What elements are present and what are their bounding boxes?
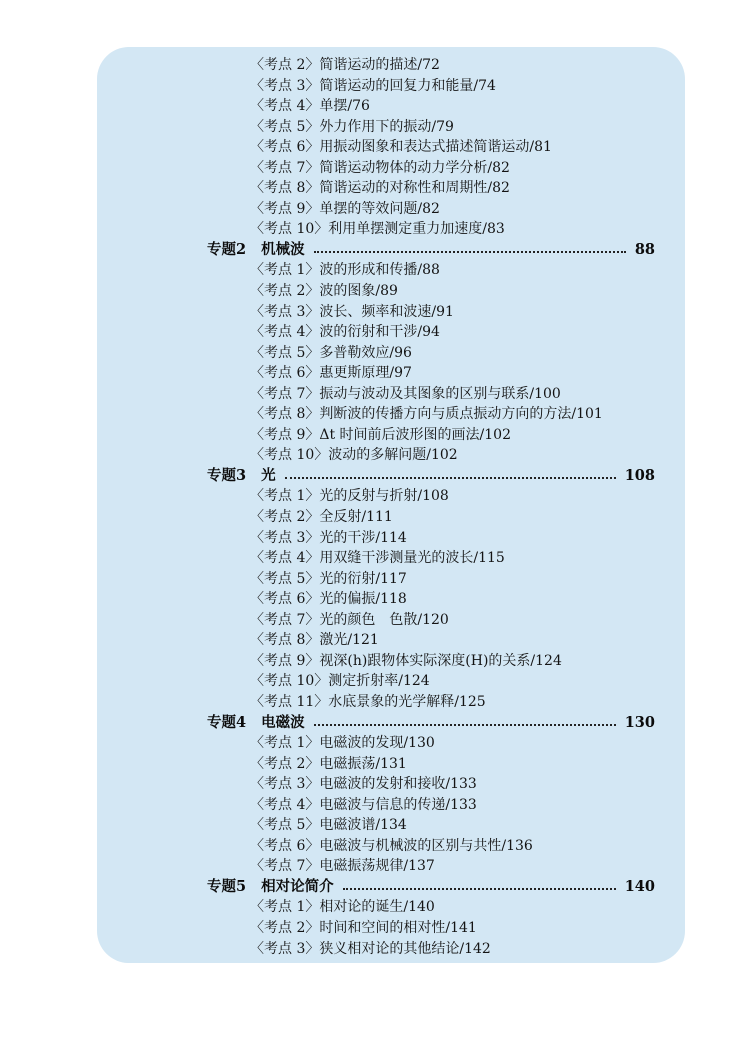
toc-item-text: 〈考点 5〉多普勒效应/96 [250, 344, 412, 361]
toc-item-text: 〈考点 4〉用双缝干涉测量光的波长/115 [250, 550, 505, 567]
dotted-leader [314, 724, 616, 726]
toc-item-text: 〈考点 11〉水底景象的光学解释/125 [250, 693, 486, 710]
toc-item [97, 610, 685, 631]
toc-item [97, 260, 685, 281]
toc-item [97, 96, 685, 117]
toc-item-text: 〈考点 2〉简谐运动的描述/72 [250, 57, 440, 73]
toc-item [97, 856, 685, 877]
toc-section-header [97, 240, 685, 261]
toc-item [97, 897, 685, 918]
toc-item-text: 〈考点 6〉光的偏振/118 [250, 591, 407, 608]
toc-item-text: 〈考点 2〉电磁振荡/131 [250, 755, 407, 772]
toc-item [97, 774, 685, 795]
toc-item-text: 〈考点 9〉Δt 时间前后波形图的画法/102 [250, 426, 511, 443]
section-page-number: 130 [624, 713, 655, 731]
toc-item-text: 〈考点 9〉视深(h)跟物体实际深度(H)的关系/124 [250, 652, 562, 669]
toc-item-text: 〈考点 8〉简谐运动的对称性和周期性/82 [250, 180, 510, 197]
toc-item [97, 137, 685, 158]
toc-item [97, 199, 685, 220]
toc-item [97, 178, 685, 199]
toc-item [97, 76, 685, 97]
section-page-number: 88 [634, 240, 655, 258]
section-title: 光 [261, 466, 276, 484]
toc-item-text: 〈考点 2〉全反射/111 [250, 509, 393, 526]
toc-item [97, 486, 685, 507]
toc-item-text: 〈考点 1〉相对论的诞生/140 [250, 899, 435, 916]
section-label: 专题3 [207, 466, 247, 484]
toc-item-text: 〈考点 3〉狭义相对论的其他结论/142 [250, 940, 491, 957]
toc-item-text: 〈考点 7〉简谐运动物体的动力学分析/82 [250, 159, 510, 176]
dotted-leader [343, 888, 616, 890]
toc-panel [97, 47, 685, 963]
toc-item-text: 〈考点 3〉光的干涉/114 [250, 529, 407, 546]
toc-item-text: 〈考点 1〉电磁波的发现/130 [250, 735, 435, 752]
toc-item-text: 〈考点 5〉电磁波谱/134 [250, 817, 407, 834]
toc-item-text: 〈考点 8〉判断波的传播方向与质点振动方向的方法/101 [250, 406, 603, 423]
toc-item [97, 343, 685, 364]
toc-section-header [97, 466, 685, 487]
toc-item-text: 〈考点 10〉测定折射率/124 [250, 673, 430, 690]
toc-item [97, 404, 685, 425]
toc-item-text: 〈考点 6〉电磁波与机械波的区别与共性/136 [250, 837, 533, 854]
toc-item-text: 〈考点 1〉波的形成和传播/88 [250, 262, 440, 279]
toc-item-text: 〈考点 10〉波动的多解问题/102 [250, 447, 458, 464]
toc-item [97, 445, 685, 466]
toc-item [97, 302, 685, 323]
toc-item-text: 〈考点 2〉波的图象/89 [250, 283, 398, 300]
toc-item [97, 384, 685, 405]
section-label: 专题5 [207, 877, 247, 895]
toc-item [97, 528, 685, 549]
toc-item [97, 322, 685, 343]
toc-item-text: 〈考点 5〉光的衍射/117 [250, 570, 407, 587]
toc-item-text: 〈考点 6〉惠更斯原理/97 [250, 365, 412, 382]
toc-item [97, 363, 685, 384]
dotted-leader [314, 251, 626, 253]
toc-item [97, 569, 685, 590]
section-label: 专题4 [207, 713, 247, 731]
toc-item [97, 507, 685, 528]
toc-item [97, 158, 685, 179]
toc-item-text: 〈考点 9〉单摆的等效问题/82 [250, 200, 440, 217]
toc-item-text: 〈考点 3〉电磁波的发射和接收/133 [250, 776, 477, 793]
toc-item-text: 〈考点 3〉简谐运动的回复力和能量/74 [250, 77, 496, 94]
toc-item [97, 918, 685, 939]
toc-item-text: 〈考点 2〉时间和空间的相对性/141 [250, 919, 477, 936]
toc-item-text: 〈考点 8〉激光/121 [250, 632, 379, 649]
toc-item-text: 〈考点 4〉波的衍射和干涉/94 [250, 324, 440, 341]
section-title: 机械波 [261, 240, 305, 258]
toc-item [97, 754, 685, 775]
toc-item [97, 836, 685, 857]
toc-rows [97, 55, 685, 959]
toc-item [97, 795, 685, 816]
toc-item [97, 589, 685, 610]
section-title: 电磁波 [261, 713, 305, 731]
toc-item [97, 117, 685, 138]
toc-item-text: 〈考点 1〉光的反射与折射/108 [250, 488, 449, 505]
toc-item [97, 281, 685, 302]
toc-item [97, 630, 685, 651]
toc-item [97, 939, 685, 960]
toc-item [97, 815, 685, 836]
toc-item-text: 〈考点 10〉利用单摆测定重力加速度/83 [250, 221, 505, 238]
toc-item-text: 〈考点 5〉外力作用下的振动/79 [250, 118, 454, 135]
toc-item-text: 〈考点 4〉单摆/76 [250, 98, 370, 115]
toc-item [97, 548, 685, 569]
dotted-leader [285, 477, 616, 479]
section-page-number: 140 [624, 877, 655, 895]
toc-item-text: 〈考点 7〉光的颜色 色散/120 [250, 611, 449, 628]
toc-item [97, 692, 685, 713]
toc-item [97, 425, 685, 446]
section-label: 专题2 [207, 240, 247, 258]
toc-section-header [97, 877, 685, 898]
section-title: 相对论简介 [261, 877, 334, 895]
toc-item [97, 671, 685, 692]
section-page-number: 108 [624, 466, 655, 484]
toc-item-text: 〈考点 3〉波长、频率和波速/91 [250, 303, 454, 320]
toc-item-text: 〈考点 6〉用振动图象和表达式描述简谐运动/81 [250, 139, 552, 156]
toc-item-text: 〈考点 4〉电磁波与信息的传递/133 [250, 796, 477, 813]
toc-item [97, 219, 685, 240]
toc-item-text: 〈考点 7〉振动与波动及其图象的区别与联系/100 [250, 385, 561, 402]
toc-item [97, 733, 685, 754]
toc-section-header [97, 713, 685, 734]
toc-item-text: 〈考点 7〉电磁振荡规律/137 [250, 858, 435, 875]
toc-item [97, 55, 685, 76]
toc-item [97, 651, 685, 672]
